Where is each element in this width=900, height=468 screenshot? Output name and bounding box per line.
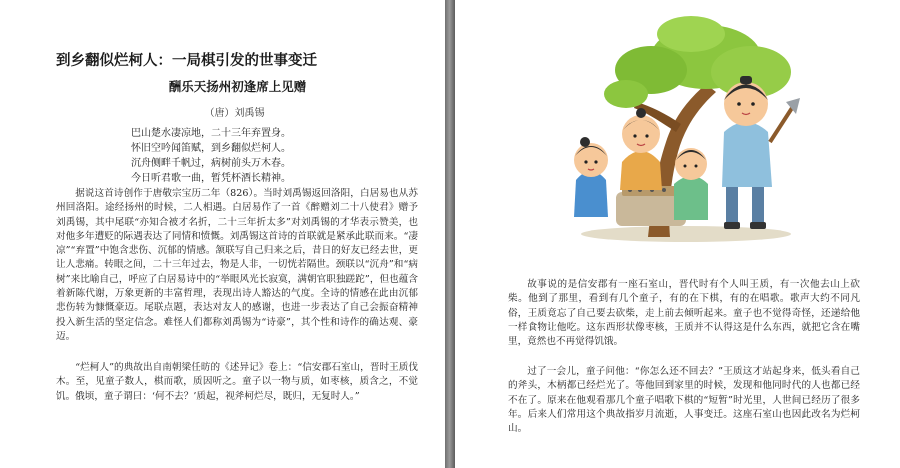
child-right [674, 148, 708, 220]
article-title: 到乡翻似烂柯人：一局棋引发的世事变迁 [56, 53, 317, 69]
allusion-paragraph: “烂柯人”的典故出自南朝梁任昉的《述异记》卷上：“信安郡石室山，晋时王质伐木。至，见童子数人，棋而歌，质因听之。童子以一物与质，如枣核，质含之，不觉饥。俄顷，童子谓曰：‘何不去？’质起，视斧柯烂尽，既归，无复时人。” [56, 362, 418, 402]
poem-title: 酬乐天扬州初逢席上见赠 [168, 79, 307, 94]
child-left [574, 137, 608, 217]
poem-line: 怀旧空吟闻笛赋，到乡翻似烂柯人。 [131, 143, 291, 154]
page-divider [445, 0, 455, 468]
poem-body [131, 126, 391, 186]
analysis-paragraph: 据说这首诗创作于唐敬宗宝历二年（826）。当时刘禹锡返回洛阳，白居易也从苏州回洛阳。途经扬州的时候，二人相遇。白居易作了一首《醉赠刘二十八使君》赠予刘禹锡，其中尾联“亦知合被才名折，二十三年折太多”对刘禹锡的才华表示赞美，也对他多年遭贬的际遇表达了同情和愤慨。刘禹锡这首诗的首联就是紧承此联而来。“凄凉”“弃置”中饱含悲伤、沉郁的情感。颔联写自己归来之后，昔日的好友已经去世，更让人悲痛。转眼之间，二十三年过去，物是人非，一切恍若隔世。颈联以“沉舟”和“病树”来比喻自己，呼应了白居易诗中的“举眼风光长寂寞，满朝官职独蹉跎”，但也蕴含着新陈代谢，万象更新的丰富哲理，表现出诗人豁达的气度。全诗的情感在此由沉郁悲伤转为慷慨豪迈。尾联点题，表达对友人的感谢，也进一步表达了自己会振奋精神投入新生活的坚定信念。难怪人们都称刘禹锡为“诗豪”，其个性和诗作的确达观、豪迈。 [56, 188, 418, 342]
poem-line: 今日听君歌一曲，暂凭杯酒长精神。 [131, 173, 291, 184]
poem-line: 沉舟侧畔千帆过，病树前头万木春。 [131, 158, 291, 169]
story-paragraph: 故事说的是信安郡有一座石室山，晋代时有个人叫王质，有一次他去山上砍柴。他到了那里，看到有几个童子，有的在下棋，有的在唱歌。歌声大约不同凡俗，王质竟忘了自己要去砍柴，走上前去倾听起来。童子也不觉得奇怪，还递给他一样食物让他吃。这东西形状像枣核，王质并不认得这是什么东西，就把它含在嘴里，竟然也不再觉得饥饿。 [508, 279, 860, 348]
woodcutter-wang-zhi [722, 76, 800, 229]
poem-line: 巴山楚水凄凉地，二十三年弃置身。 [131, 128, 291, 139]
story-ending-paragraph: 过了一会儿，童子问他：“你怎么还不回去？”王质这才站起身来，低头看自己的斧头，木柄都已经烂光了。等他回到家里的时候，发现和他同时代的人也都已经不在了。原来在他观看那几个童子唱歌下棋的“短暂”时光里，人世间已经历了很多年。后来人们常用这个典故指岁月流逝，人事变迁。这座石室山也因此改名为烂柯山。 [508, 366, 860, 435]
child-center [620, 108, 662, 190]
left-page [0, 0, 445, 468]
poem-author: （唐）刘禹锡 [204, 108, 265, 119]
children-playing-chess-illustration [556, 12, 806, 244]
